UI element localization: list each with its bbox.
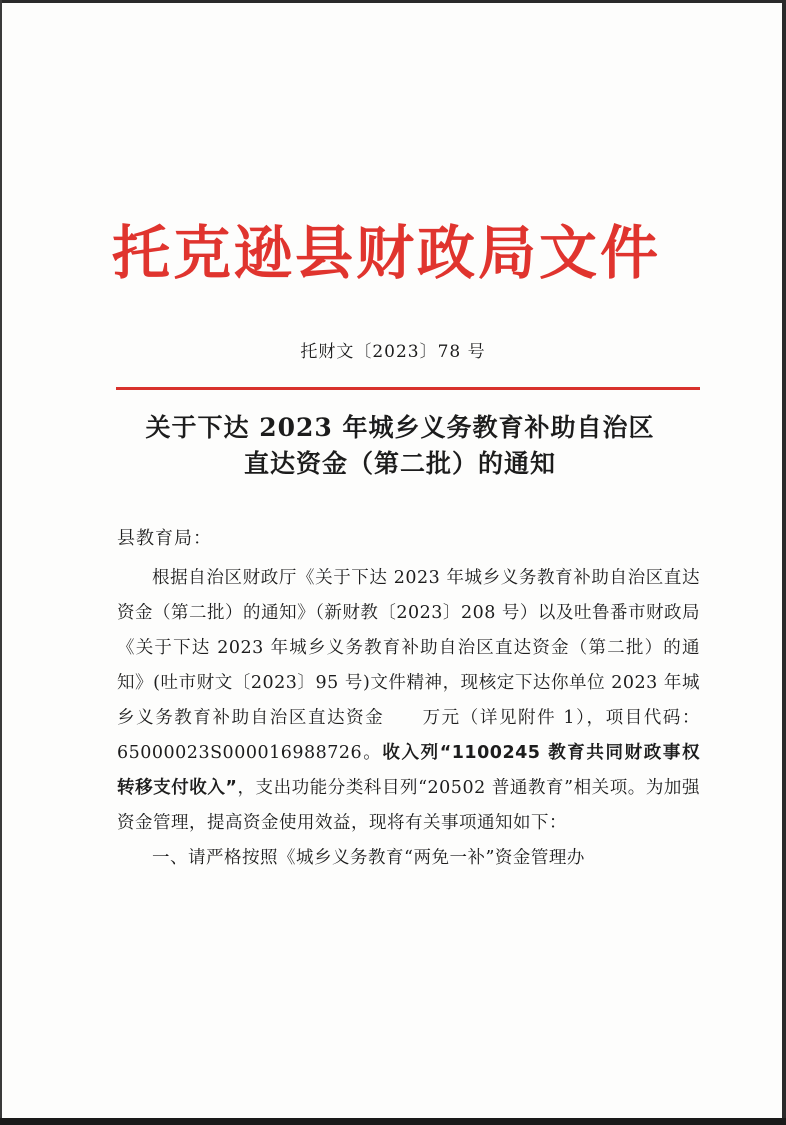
notice-title-line-2: 直达资金（第二批）的通知 — [243, 449, 556, 478]
scan-edge-left — [0, 0, 2, 1125]
paragraph-1-bold-text: 收入列“1100245 教育共同财政事权转移支付收入” — [117, 743, 700, 798]
scan-edge-right — [782, 0, 786, 1125]
recipient: 县教育局： — [117, 528, 212, 549]
paragraph-1-text-a: 根据自治区财政厅《关于下达 2023 年城乡义务教育补助自治区直达资金（第二批）的通知》（新财教〔2023〕208 号）以及吐鲁番市财政局《关于下达 2023 年城乡义务教育补助自治区直达资金（第二批）的通知》(吐市财文〔2023〕95 号)文件精神，现核定下达你单位 2023 年城乡义务教育补助自治区直达资金 万元（详见附件 1），项目代码：65000023S000016988726。 — [117, 568, 700, 763]
notice-title-line-1: 关于下达 2023 年城乡义务教育补助自治区 — [145, 413, 655, 442]
red-separator-line — [116, 387, 700, 390]
document-number: 托财文〔2023〕78 号 — [300, 342, 486, 362]
issuing-authority-title: 托克逊县财政局文件 — [112, 219, 662, 287]
paragraph-1-text-b: ，支出功能分类科目列“20502 普通教育”相关项。为加强资金管理，提高资金使用效益，现将有关事项通知如下： — [117, 778, 700, 833]
notice-title — [100, 410, 700, 482]
scan-edge-bottom — [0, 1118, 786, 1125]
body-text — [117, 561, 700, 876]
paragraph-1 — [117, 561, 700, 841]
paragraph-2: 一、请严格按照《城乡义务教育“两免一补”资金管理办 — [152, 848, 585, 868]
scan-edge-top — [0, 0, 786, 3]
